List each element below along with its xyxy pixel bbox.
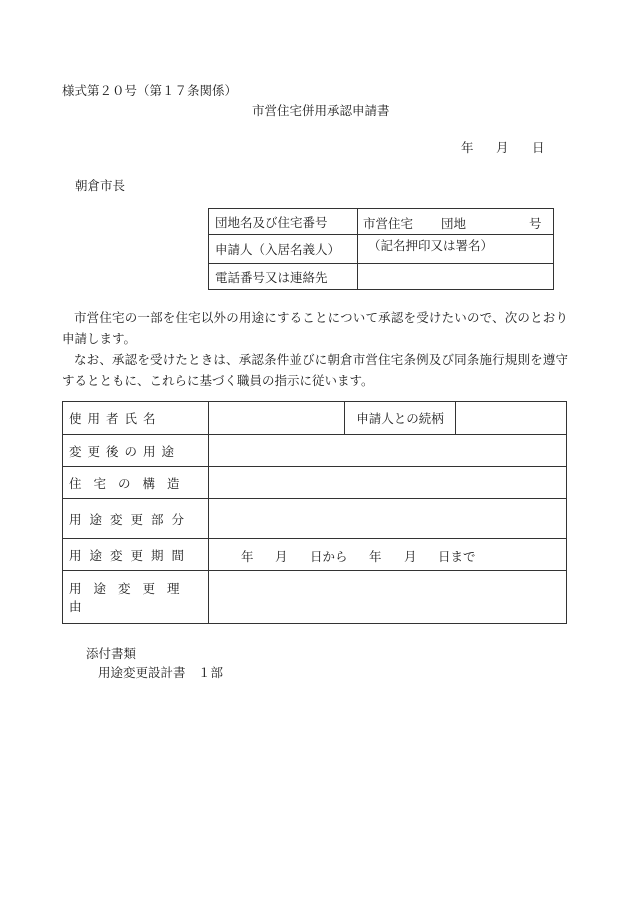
changed-part-field[interactable] bbox=[209, 499, 567, 539]
contact-label: 電話番号又は連絡先 bbox=[209, 264, 358, 290]
user-name-field[interactable] bbox=[209, 402, 345, 435]
structure-field[interactable] bbox=[209, 467, 567, 499]
usage-table bbox=[62, 401, 567, 624]
date-month: 月 bbox=[496, 140, 509, 155]
addressee: 朝倉市長 bbox=[75, 178, 126, 193]
period-to-year: 年 bbox=[369, 549, 382, 564]
period-from-day: 日から bbox=[310, 549, 348, 564]
period-from-month: 月 bbox=[275, 549, 288, 564]
attachments-heading: 添付書類 bbox=[86, 646, 137, 661]
change-reason-label: 用途変更理由 bbox=[63, 571, 209, 624]
housing-complex-suffix: 団地 bbox=[441, 216, 467, 231]
user-name-label: 使用者氏名 bbox=[63, 402, 209, 435]
applicant-table bbox=[208, 208, 554, 290]
seal-or-signature-note: （記名押印又は署名） bbox=[368, 238, 494, 253]
after-use-label: 変更後の用途 bbox=[63, 435, 209, 467]
change-reason-field[interactable] bbox=[209, 571, 567, 624]
applicant-label: 申請人（入居名義人） bbox=[209, 235, 358, 264]
housing-number-prefix: 市営住宅 bbox=[363, 216, 414, 231]
applicant-field[interactable] bbox=[358, 235, 554, 264]
request-paragraph: 市営住宅の一部を住宅以外の用途にすることについて承認を受けたいので、次のとおり申請します。 bbox=[62, 310, 568, 346]
compliance-paragraph: なお、承認を受けたときは、承認条件並びに朝倉市営住宅条例及び同条施行規則を遵守するとともに、これらに基づく職員の指示に従います。 bbox=[62, 352, 568, 388]
period-to-day: 日まで bbox=[438, 549, 476, 564]
contact-field[interactable] bbox=[358, 264, 554, 290]
attachment-item: 用途変更設計書 １部 bbox=[98, 665, 224, 680]
date-year: 年 bbox=[461, 140, 474, 155]
housing-number-field[interactable] bbox=[358, 209, 554, 235]
document-title: 市営住宅併用承認申請書 bbox=[252, 103, 390, 118]
form-number: 様式第２０号（第１７条関係） bbox=[62, 83, 238, 98]
relationship-label: 申請人との続柄 bbox=[345, 402, 456, 435]
change-period-field[interactable] bbox=[209, 539, 567, 571]
housing-room-suffix: 号 bbox=[529, 216, 542, 231]
structure-label: 住宅の構造 bbox=[63, 467, 209, 499]
period-to-month: 月 bbox=[404, 549, 417, 564]
changed-part-label: 用途変更部分 bbox=[63, 499, 209, 539]
housing-number-label: 団地名及び住宅番号 bbox=[209, 209, 358, 235]
period-from-year: 年 bbox=[241, 549, 254, 564]
after-use-field[interactable] bbox=[209, 435, 567, 467]
date-day: 日 bbox=[532, 140, 545, 155]
change-period-label: 用途変更期間 bbox=[63, 539, 209, 571]
relationship-field[interactable] bbox=[456, 402, 567, 435]
